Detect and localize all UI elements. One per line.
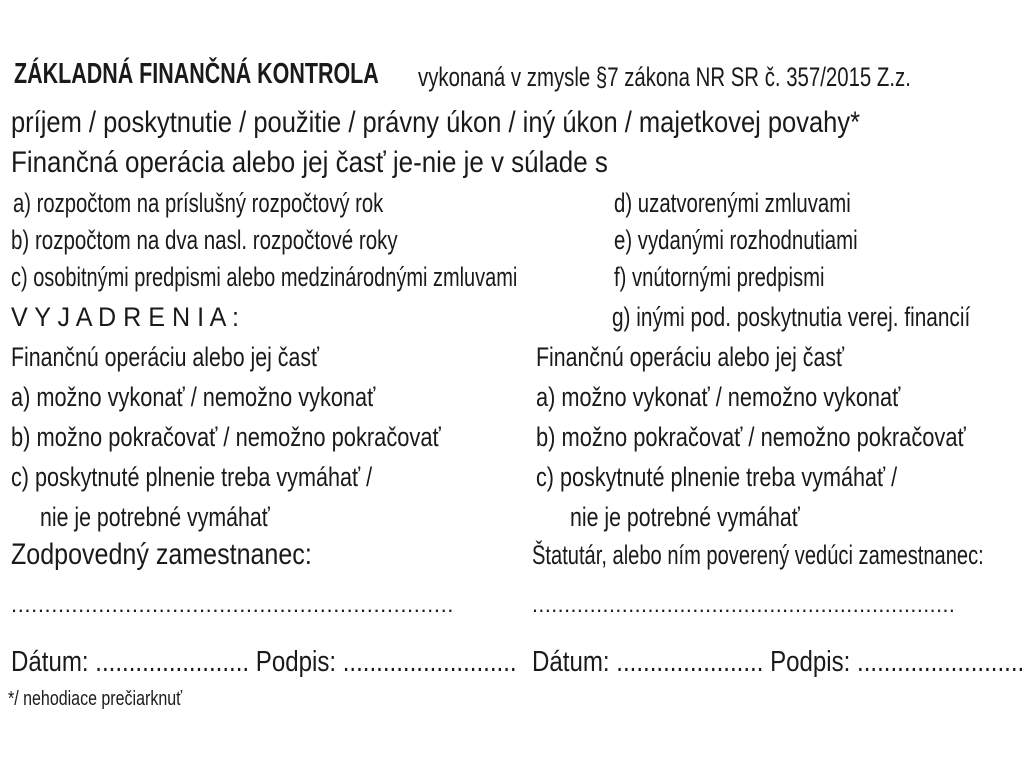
left-option-b: b) možno pokračovať / nemožno pokračovať: [11, 422, 441, 452]
compliance-intro-text: Finančná operácia alebo jej časť je-nie je v súlade s: [11, 146, 608, 179]
right-signature-line: ..................................................................: [532, 592, 956, 617]
statutory-representative-label: Štatutár, alebo ním poverený vedúci zamestnanec:: [532, 540, 984, 570]
stamp-subtitle-wrap: [418, 62, 1024, 93]
right-option-c2: nie je potrebné vymáhať: [570, 502, 800, 532]
left-option-a: a) možno vykonať / nemožno vykonať: [11, 382, 376, 412]
compliance-item-f: f) vnútornými predpismi: [614, 262, 825, 292]
compliance-item-a: a) rozpočtom na príslušný rozpočtový rok: [13, 188, 384, 218]
compliance-item-c: c) osobitnými predpismi alebo medzinárodnými zmluvami: [11, 262, 518, 292]
operation-type-line: [11, 106, 1010, 140]
left-signature-line: ..................................................................: [11, 592, 455, 617]
right-option-c1: c) poskytnuté plnenie treba vymáhať /: [536, 462, 898, 492]
right-heading: Finančnú operáciu alebo jej časť: [536, 342, 845, 372]
footnote: */ nehodiace prečiarknuť: [8, 688, 183, 710]
compliance-item-d: d) uzatvorenými zmluvami: [614, 188, 851, 218]
compliance-item-e: e) vydanými rozhodnutiami: [614, 225, 858, 255]
compliance-intro-line: [11, 146, 701, 180]
right-option-a: a) možno vykonať / nemožno vykonať: [536, 382, 901, 412]
vyjadrenia-label: V Y J A D R E N I A :: [11, 302, 239, 332]
left-heading: Finančnú operáciu alebo jej časť: [11, 342, 320, 372]
left-date-signature: Dátum: ....................... Podpis: ..........................: [11, 646, 517, 678]
compliance-item-b: b) rozpočtom na dva nasl. rozpočtové roky: [11, 225, 398, 255]
responsible-employee-label: Zodpovedný zamestnanec:: [11, 538, 312, 571]
stamp-subtitle: vykonaná v zmysle §7 zákona NR SR č. 357/2015 Z.z.: [418, 62, 911, 92]
compliance-item-g: g) inými pod. poskytnutia verej. financií: [612, 302, 971, 332]
left-option-c2: nie je potrebné vymáhať: [40, 502, 270, 532]
right-option-b: b) možno pokračovať / nemožno pokračovať: [536, 422, 966, 452]
left-option-c1: c) poskytnuté plnenie treba vymáhať /: [11, 462, 373, 492]
right-date-signature: Dátum: ...................... Podpis: .........................: [532, 646, 1024, 678]
stamp-title: ZÁKLADNÁ FINANČNÁ KONTROLA: [14, 58, 379, 90]
operation-type-text: príjem / poskytnutie / použitie / právny úkon / iný úkon / majetkovej povahy*: [11, 106, 861, 139]
